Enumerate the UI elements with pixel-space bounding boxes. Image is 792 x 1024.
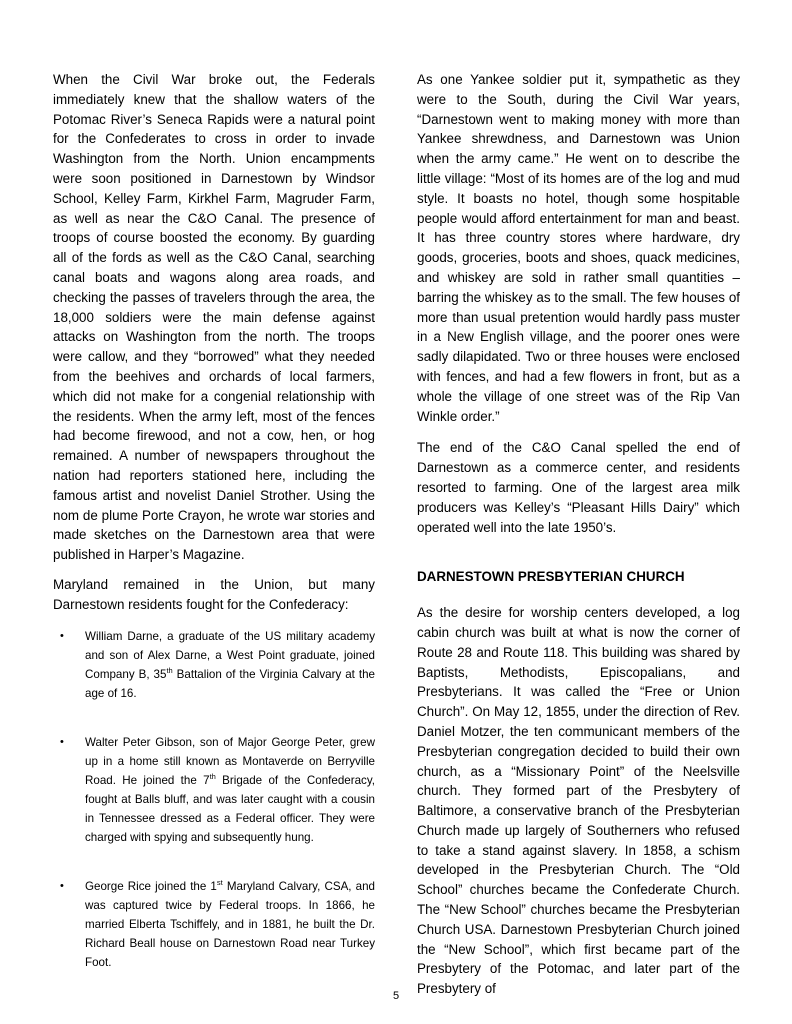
superscript: th	[209, 771, 216, 781]
right-column	[417, 70, 740, 999]
list-item-text: Brigade of the Confederacy, fought at Balls bluff, and was later caught with a cousin in Tennessee dressed as a Federal officer. They were charged with spying and subsequently hung.	[85, 773, 375, 844]
church-history-paragraph: As the desire for worship centers developed, a log cabin church was built at what is now the corner of Route 28 and Route 118. This building was shared by Baptists, Methodists, Episcopalians, and Presbyterians. It was called the “Free or Union Church”. On May 12, 1855, under the direction of Rev. Daniel Motzer, the ten communicant members of the Presbyterian congregation decided to build their own church, as a “Missionary Point” of the Neelsville church. They formed part of the Presbytery of Baltimore, a conservative branch of the Presbyterian Church made up largely of Southerners who refused to take a stand against slavery. In 1858, a schism developed in the Presbyterian Church. The “Old School” churches became the Confederate Church. The “New School” churches became the Presbyterian Church USA. Darnestown Presbyterian Church joined the “New School”, which first became part of the Presbytery of the Potomac, and later part of the Presbytery of	[417, 605, 740, 997]
confederacy-intro-paragraph: Maryland remained in the Union, but many Darnestown residents fought for the Confederacy:	[53, 576, 375, 612]
page-number: 5	[392, 990, 400, 1002]
list-item-text: William Darne, a graduate of the US military academy and son of Alex Darne, a West Point graduate, joined Company B, 35	[85, 629, 375, 681]
superscript: st	[216, 877, 223, 887]
canal-end-paragraph: The end of the C&O Canal spelled the end of Darnestown as a commerce center, and residents resorted to farming. One of the largest area milk producers was Kelley’s “Pleasant Hills Dairy” which operated well into the late 1950’s.	[417, 440, 740, 535]
list-item-text: Walter Peter Gibson, son of Major George Peter, grew up in a home still known as Montaverde on Berryville Road. He joined the 7	[85, 735, 375, 787]
section-heading: DARNESTOWN PRESBYTERIAN CHURCH	[417, 569, 685, 585]
list-item	[53, 733, 375, 847]
confederate-residents-list	[53, 627, 375, 972]
list-item	[53, 627, 375, 703]
list-item	[53, 877, 375, 972]
list-item-text: Battalion of the Virginia Calvary at the age of 16.	[85, 667, 375, 700]
civil-war-paragraph: When the Civil War broke out, the Federals immediately knew that the shallow waters of the Potomac River’s Seneca Rapids were a natural point for the Confederates to cross in order to invade Washington from the North. Union encampments were soon positioned in Darnestown by Windsor School, Kelley Farm, Kirkhel Farm, Magruder Farm, as well as near the C&O Canal. The presence of troops of course boosted the economy. By guarding all of the fords as well as the C&O Canal, searching canal boats and wagons along area roads, and checking the passes of travelers through the area, the 18,000 soldiers were the main defense against attacks on Washington from the north. The troops were callow, and they “borrowed” what they needed from the beehives and orchards of local farmers, which did not make for a congenial relationship with the residents. When the army left, most of the fences had become firewood, and not a cow, hen, or hog remained. A number of newspapers throughout the nation had reporters stationed here, including the famous artist and novelist Daniel Strother. Using the nom de plume Porte Crayon, he wrote war stories and made sketches on the Darnestown area that were published in Harper’s Magazine.	[53, 72, 375, 563]
bullet-icon: •	[60, 735, 64, 748]
list-item-text: George Rice joined the 1	[85, 879, 217, 893]
yankee-soldier-paragraph: As one Yankee soldier put it, sympathetic as they were to the South, during the Civil War years, “Darnestown went to making money with more than Yankee shrewdness, and Darnestown was Union when the army came.” He went on to describe the little village: “Most of its homes are of the log and mud style. It boasts no hotel, though some hospitable people would afford entertainment for man and beast. It has three country stores where hardware, dry goods, groceries, boots and shoes, quack medicines, and whiskey are sold in rather small quantities – barring the whiskey as to the small. The few houses of more than usual pretention would hardly pass muster in a New English village, and the poorer ones were sadly dilapidated. Two or three houses were enclosed with fences, and had a few flowers in front, but as a whole the village of one street was of the Rip Van Winkle order.”	[417, 72, 740, 424]
superscript: th	[166, 665, 173, 675]
list-item-text: Maryland Calvary, CSA, and was captured twice by Federal troops. In 1866, he married Elberta Tschiffely, and in 1881, he built the Dr. Richard Beall house on Darnestown Road near Turkey Foot.	[85, 879, 375, 969]
bullet-icon: •	[60, 629, 64, 642]
left-column	[53, 70, 375, 972]
bullet-icon: •	[60, 879, 64, 892]
